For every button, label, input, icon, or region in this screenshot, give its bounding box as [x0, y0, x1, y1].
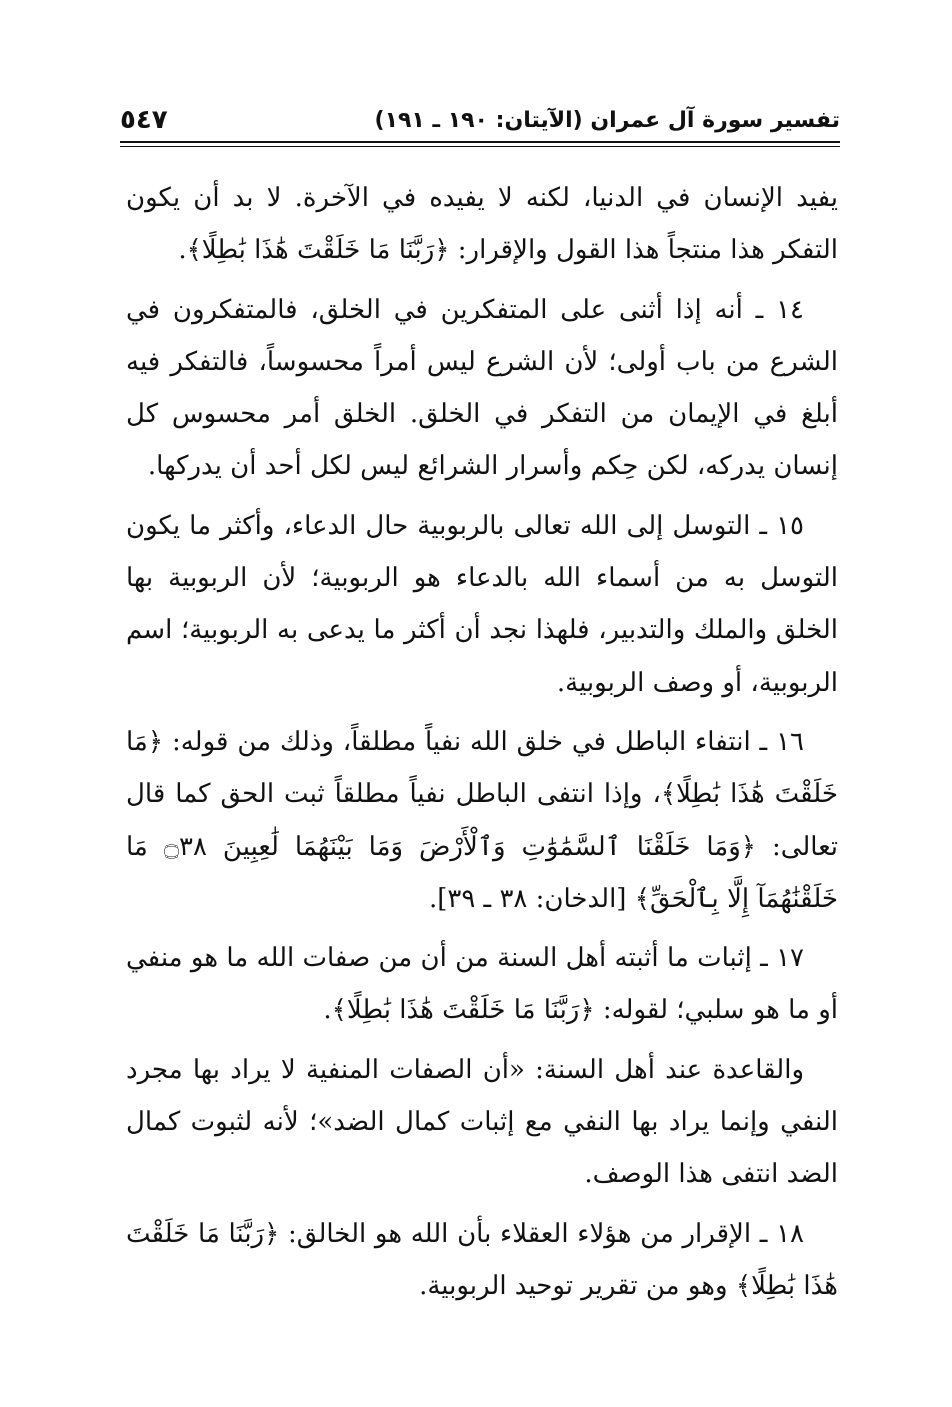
paragraph-point-17: ١٧ ـ إثبات ما أثبته أهل السنة من أن من صفات الله ما هو منفي أو ما هو سلبي؛ لقوله: ﴿رَبَّنَا مَا خَلَقْتَ هَٰذَا بَٰطِلًا﴾. [126, 943, 838, 1026]
page-header [120, 102, 840, 138]
body-text [126, 172, 838, 1319]
paragraph-continuation: يفيد الإنسان في الدنيا، لكنه لا يفيده في الآخرة. لا بد أن يكون التفكر هذا منتجاً هذا القول والإقرار: ﴿رَبَّنَا مَا خَلَقْتَ هَٰذَا بَٰطِلًا﴾. [126, 183, 838, 266]
header-rule-thick [120, 141, 840, 143]
paragraph-point-16: ١٦ ـ انتفاء الباطل في خلق الله نفياً مطلقاً، وذلك من قوله: ﴿مَا خَلَقْتَ هَٰذَا بَٰطِلًا﴾، وإذا انتفى الباطل نفياً مطلقاً ثبت الحق كما قال تعالى: ﴿وَمَا خَلَقْنَا ٱلسَّمَٰوَٰتِ وَٱلْأَرْضَ وَمَا بَيْنَهُمَا لَٰعِبِينَ ۝٣٨ مَا خَلَقْنَٰهُمَآ إِلَّا بِٱلْحَقِّ﴾ [الدخان: ٣٨ ـ ٣٩]. [126, 726, 838, 914]
paragraph-rule-of-sunnah: والقاعدة عند أهل السنة: «أن الصفات المنفية لا يراد بها مجرد النفي وإنما يراد بها النفي مع إثبات كمال الضد»؛ لأنه لثبوت كمال الضد انتفى هذا الوصف. [126, 1054, 838, 1190]
paragraph-point-18: ١٨ ـ الإقرار من هؤلاء العقلاء بأن الله هو الخالق: ﴿رَبَّنَا مَا خَلَقْتَ هَٰذَا بَٰطِلًا﴾ وهو من تقرير توحيد الربوبية. [126, 1218, 838, 1301]
page-number: ٥٤٧ [120, 105, 168, 135]
header-rule-thin [120, 146, 840, 147]
running-head-title: تفسير سورة آل عمران (الآيتان: ١٩٠ ـ ١٩١) [374, 107, 840, 133]
paragraph-point-14: ١٤ ـ أنه إذا أثنى على المتفكرين في الخلق، فالمتفكرون في الشرع من باب أولى؛ لأن الشرع ليس أمراً محسوساً، فالتفكر فيه أبلغ في الإيمان من التفكر في الخلق. الخلق أمر محسوس كل إنسان يدركه، لكن حِكم وأسرار الشرائع ليس لكل أحد أن يدركها. [126, 294, 838, 482]
paragraph-point-15: ١٥ ـ التوسل إلى الله تعالى بالربوبية حال الدعاء، وأكثر ما يكون التوسل به من أسماء الله بالدعاء هو الربوبية؛ لأن الربوبية بها الخلق والملك والتدبير، فلهذا نجد أن أكثر ما يدعى به الربوبية؛ اسم الربوبية، أو وصف الربوبية. [126, 510, 838, 698]
